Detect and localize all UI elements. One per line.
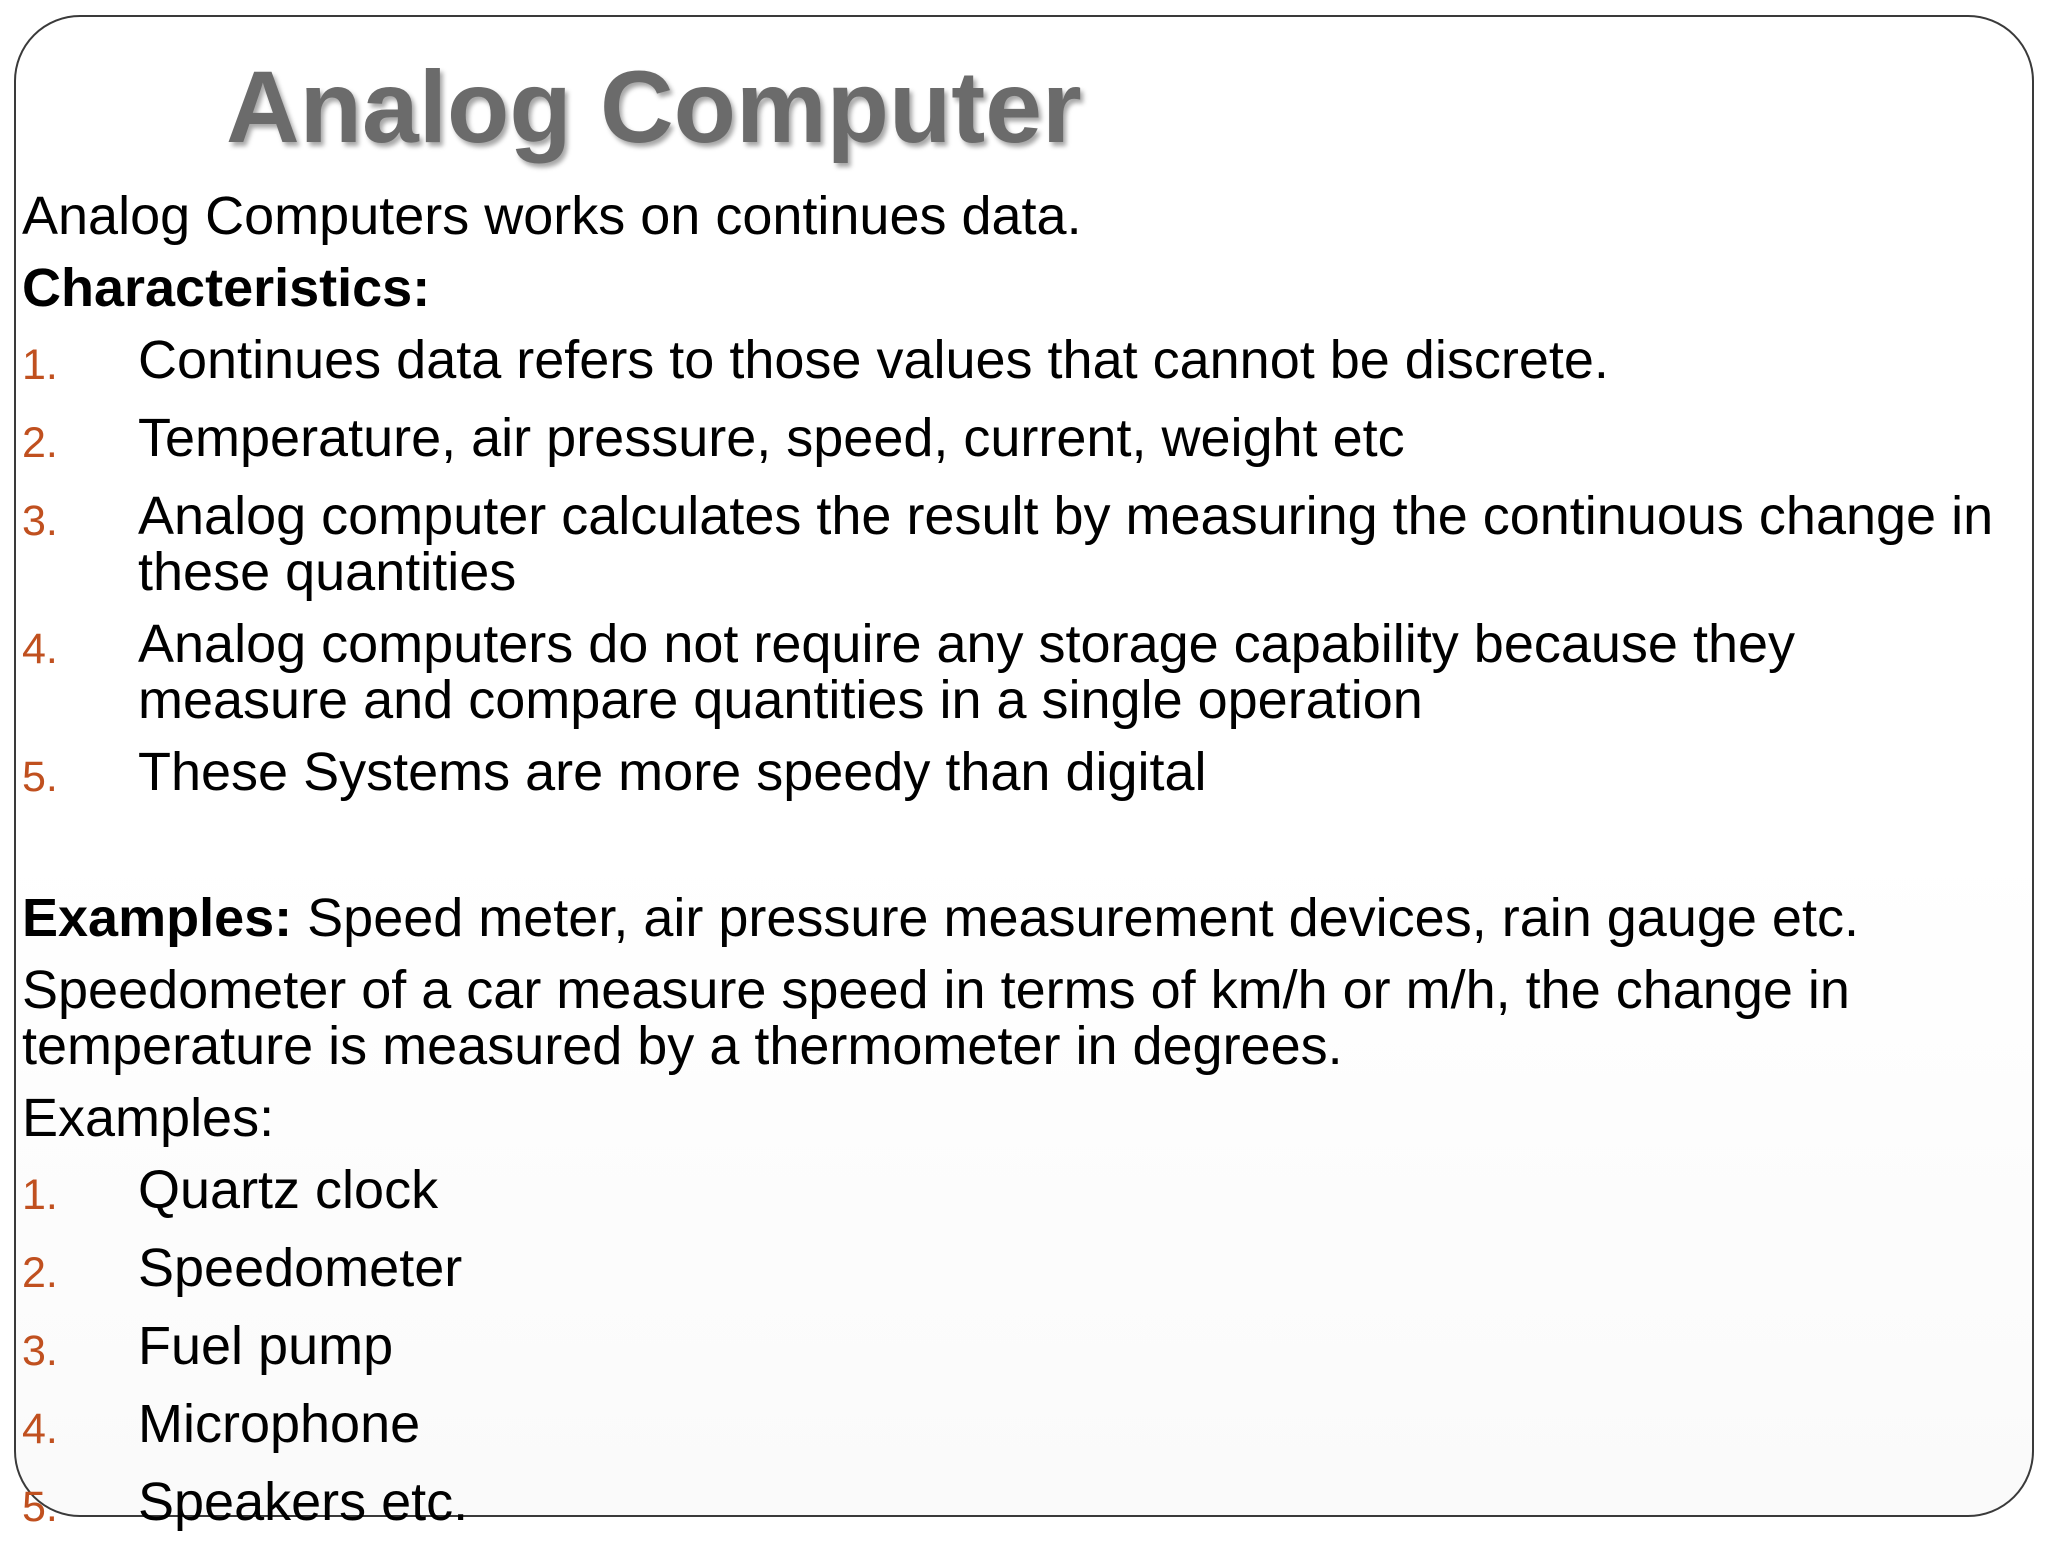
list-item-text: Speedometer	[138, 1238, 463, 1298]
list-number: 4.	[22, 1405, 58, 1453]
list-number: 3.	[22, 1327, 58, 1375]
list-item	[22, 1240, 2012, 1302]
examples-heading: Examples:	[22, 1088, 275, 1148]
list-number: 2.	[22, 1249, 58, 1297]
list-item-text: Quartz clock	[138, 1160, 439, 1220]
list-item	[22, 616, 2012, 728]
characteristics-heading: Characteristics:	[22, 258, 431, 318]
list-item	[22, 332, 2012, 394]
list-number: 1.	[22, 1171, 58, 1219]
list-item	[22, 1474, 2012, 1536]
list-item-text: Analog computer calculates the result by measuring the continuous change in these quantities	[138, 486, 1994, 602]
list-item	[22, 1318, 2012, 1380]
list-number: 3.	[22, 497, 58, 545]
spacer	[22, 822, 2012, 890]
list-item-text: Speakers etc.	[138, 1472, 469, 1532]
slide-content	[22, 188, 2012, 1552]
list-number: 5.	[22, 1483, 58, 1531]
characteristics-list	[22, 332, 2012, 806]
examples-label: Examples:	[22, 888, 293, 948]
examples-inline-paragraph	[22, 890, 2012, 946]
list-number: 4.	[22, 625, 58, 673]
list-item	[22, 488, 2012, 600]
list-number: 2.	[22, 419, 58, 467]
list-item	[22, 410, 2012, 472]
examples-inline-text: Speed meter, air pressure measurement devices, rain gauge etc.	[292, 888, 1859, 948]
list-item-text: Continues data refers to those values that cannot be discrete.	[138, 330, 1609, 390]
slide-title: Analog Computer	[226, 50, 1082, 164]
list-item-text: Fuel pump	[138, 1316, 394, 1376]
list-item-text: Temperature, air pressure, speed, current, weight etc	[138, 408, 1405, 468]
list-item	[22, 1396, 2012, 1458]
list-item	[22, 744, 2012, 806]
list-item-text: Analog computers do not require any storage capability because they measure and compare quantities in a single operation	[138, 614, 1796, 730]
list-number: 5.	[22, 753, 58, 801]
speedometer-paragraph: Speedometer of a car measure speed in terms of km/h or m/h, the change in temperature is measured by a thermometer in degrees.	[22, 960, 1850, 1076]
intro-text: Analog Computers works on continues data.	[22, 186, 1082, 246]
examples-list	[22, 1162, 2012, 1536]
list-item-text: These Systems are more speedy than digital	[138, 742, 1207, 802]
list-number: 1.	[22, 341, 58, 389]
list-item-text: Microphone	[138, 1394, 421, 1454]
list-item	[22, 1162, 2012, 1224]
